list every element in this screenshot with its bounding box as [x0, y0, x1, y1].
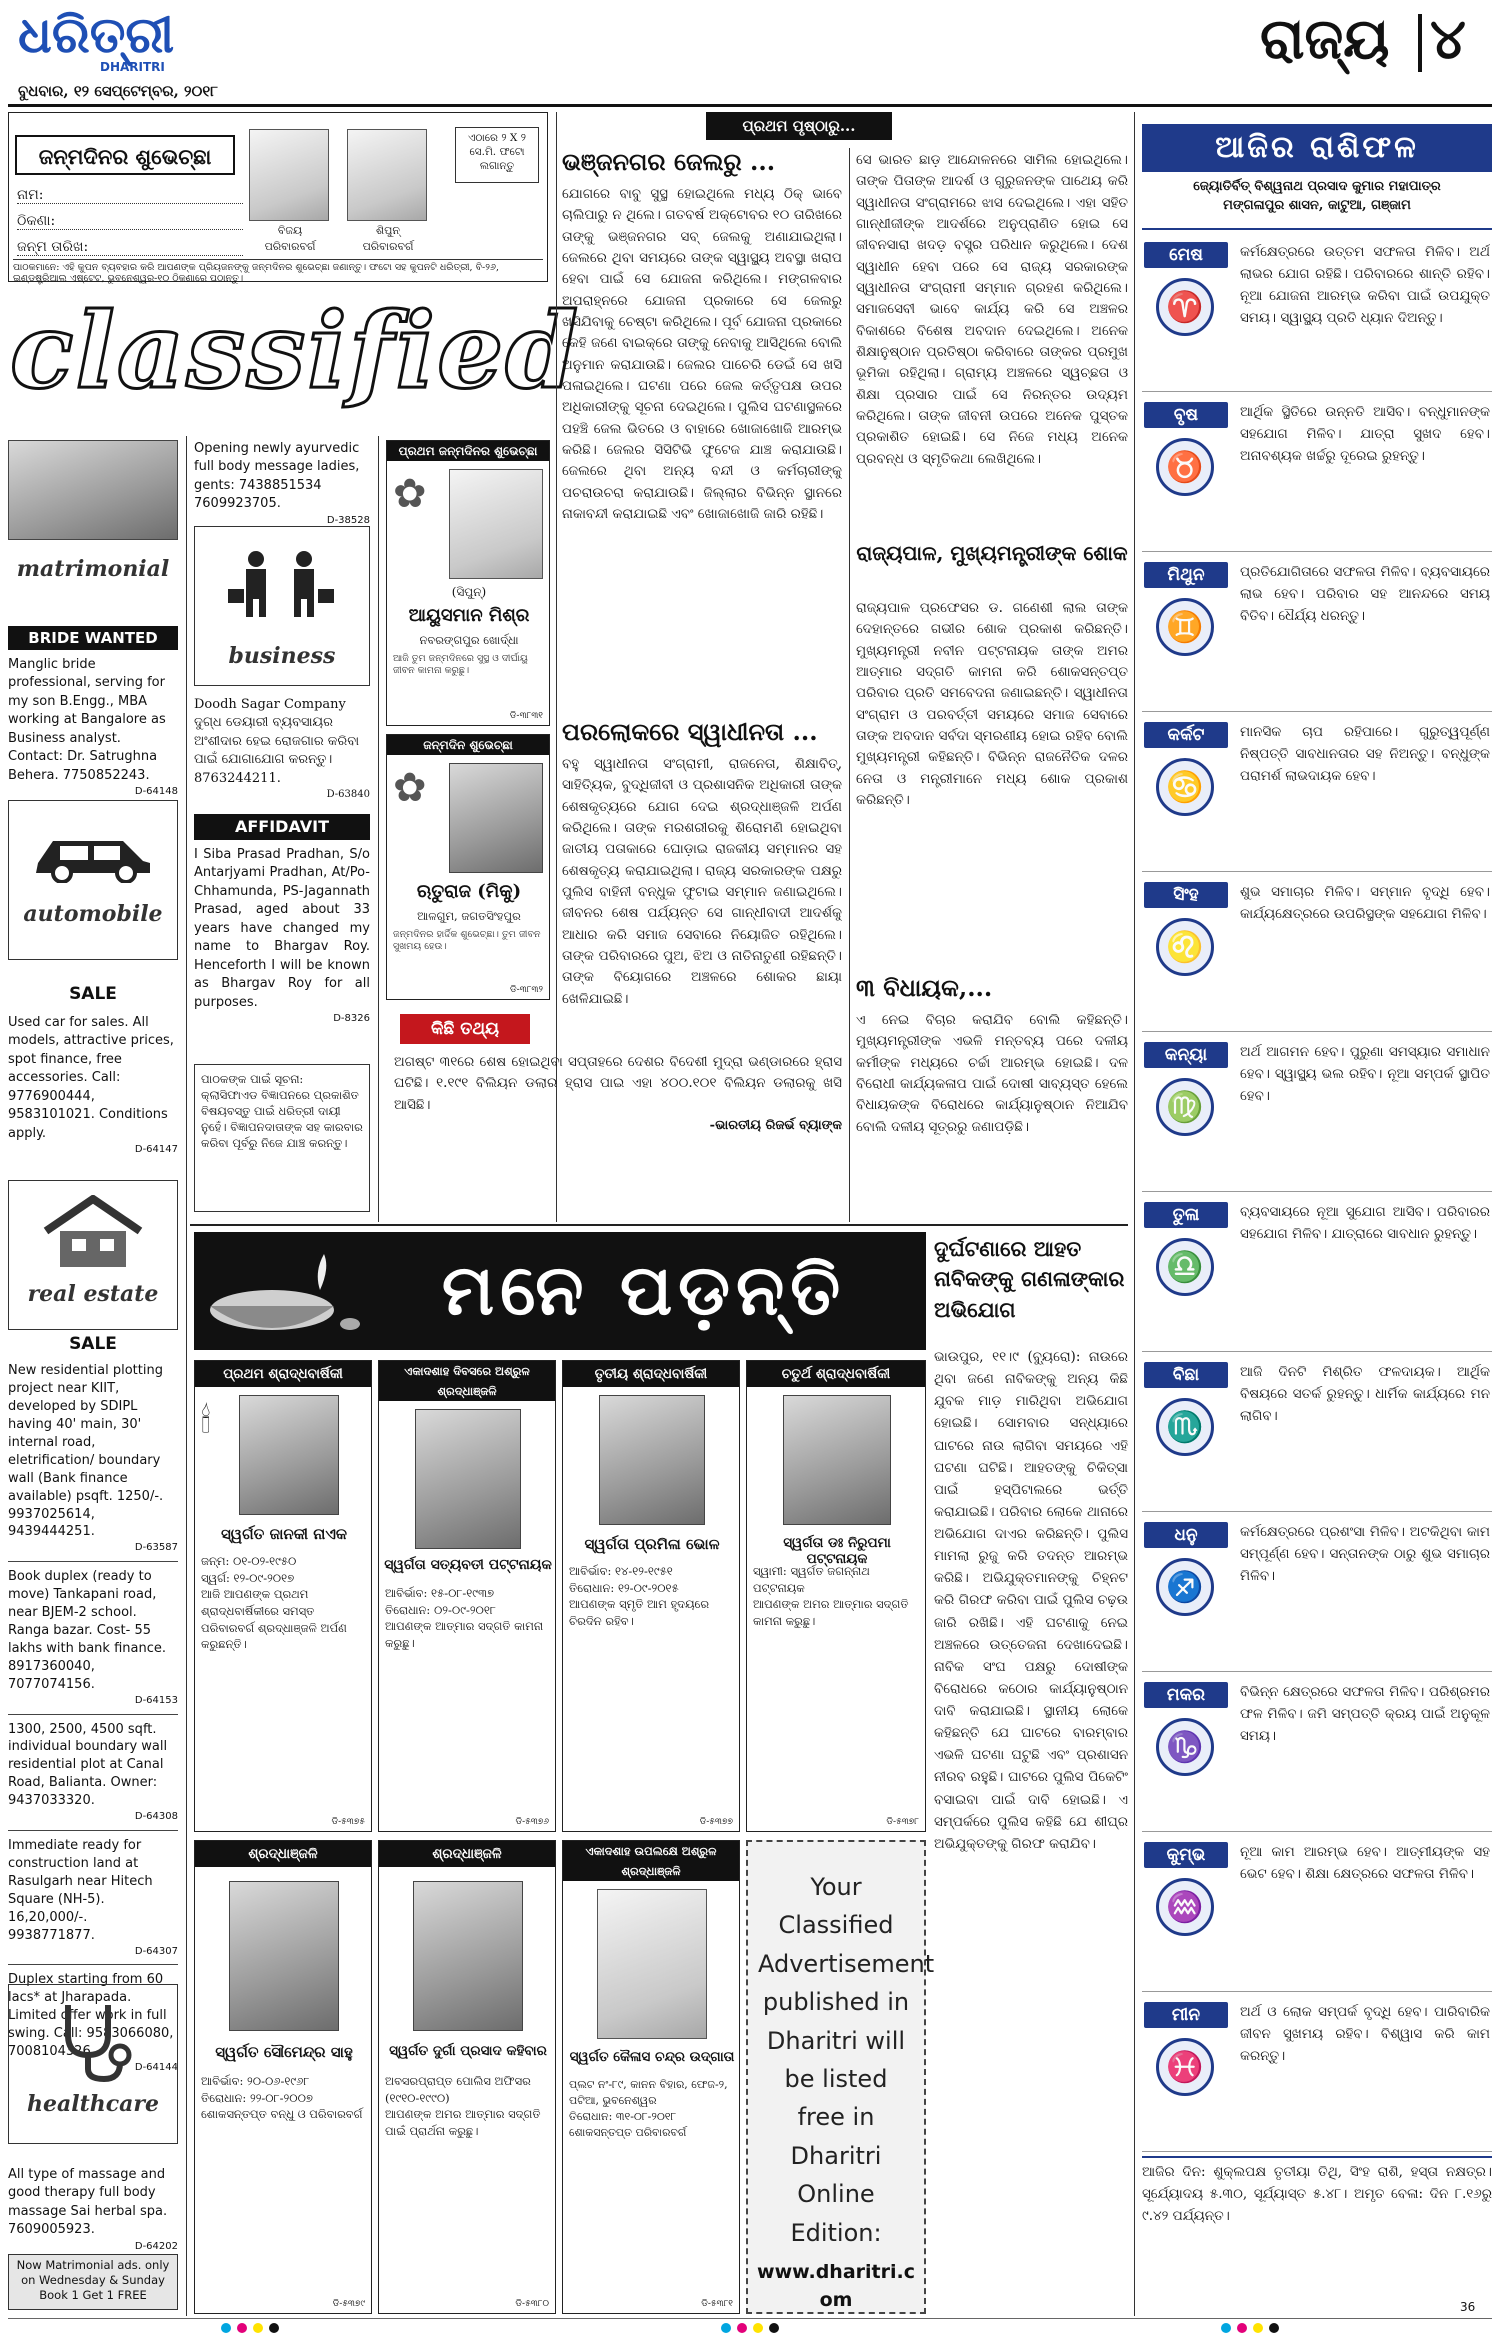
memorial6-title: ଶ୍ରଦ୍ଧାଞ୍ଜଳି — [379, 1841, 555, 1867]
zodiac-entry — [1142, 1516, 1492, 1672]
healthcare-code: D-64202 — [134, 2240, 178, 2252]
libra-icon: ♎ — [1156, 1238, 1214, 1296]
affidavit-text: I Siba Prasad Pradhan, S/o Antarjyami Pradhan, At/Po-Chhamunda, PS-Jagannath Prasad, aged about 33 years have changed my name to Bhargav Roy. Henceforth I will be known as Bhargav Roy for all purposes. D-8326 — [194, 846, 370, 1026]
memorial1-name: ସ୍ୱର୍ଗତ ଜାନକୀ ନାଏକ — [221, 1525, 347, 1543]
zodiac-prediction: ନୂଆ କାମ ଆରମ୍ଭ ହେବ। ଆତ୍ମୀୟଙ୍କ ସହ ଭେଟ ହେବ। ଶିକ୍ଷା କ୍ଷେତ୍ରରେ ସଫଳତା ମିଳିବ। — [1240, 1844, 1490, 1882]
coupon-field-address: ଠିକଣା: — [17, 213, 243, 230]
memorial4-photo — [783, 1395, 891, 1525]
photo-placeholder: ଏଠାରେ ୨ X ୨ ସେ.ମି. ଫଟୋ ଲଗାନ୍ତୁ — [455, 127, 539, 183]
memorial3-details: ଆବିର୍ଭାବ: ୧୪-୧୨-୧୯୫୧ ତିରୋଧାନ: ୧୨-୦୯-୨୦୧୫ ଆପଣଙ୍କ ସ୍ମୃତି ଆମ ହୃଦୟରେ ଚିରଦିନ ରହିବ। — [569, 1564, 710, 1629]
zodiac-prediction: ଅର୍ଥ ଆଗମନ ହେବ। ପୁରୁଣା ସମସ୍ୟାର ସମାଧାନ ହେବ। ସ୍ୱାସ୍ଥ୍ୟ ଭଲ ରହିବ। ନୂଆ ସମ୍ପର୍କ ସ୍ଥାପିତ ହେବ। — [1240, 1044, 1490, 1104]
virgo-icon: ♍ — [1156, 1078, 1214, 1136]
business-label: business — [228, 643, 336, 669]
memorial4-details: ସ୍ୱାମୀ: ସ୍ୱର୍ଗତ ଜଗନ୍ନାଥ ପଟ୍ଟନାୟକ ଆପଣଙ୍କ ଅମର ଆତ୍ମାର ସଦ୍‌ଗତି କାମନା କରୁଛୁ। — [753, 1564, 909, 1629]
cmyk-mark — [1218, 2318, 1282, 2334]
memorial-card-7 — [562, 1840, 740, 2314]
zodiac-entry — [1142, 1836, 1492, 1992]
cmyk-mark — [218, 2318, 282, 2334]
flower-icon: ✿ — [393, 765, 427, 811]
zodiac-prediction: କର୍ମକ୍ଷେତ୍ରରେ ଉତ୍ତମ ସଫଳତା ମିଳିବ। ଅର୍ଥ ଲାଭର ଯୋଗ ରହିଛି। ପରିବାରରେ ଶାନ୍ତି ରହିବ। ନୂଆ ଯୋଜନା ଆରମ୍ଭ କରିବା ପାଇଁ ଉପଯୁକ୍ତ ସମୟ। ସ୍ୱାସ୍ଥ୍ୟ ପ୍ରତି ଧ୍ୟାନ ଦିଅନ୍ତୁ। — [1240, 244, 1490, 326]
online-ad-box — [746, 1840, 935, 2314]
gemini-icon: ♊ — [1156, 598, 1214, 656]
story4-head: ୩ ବିଧାୟକ,... — [856, 973, 993, 1002]
aquarius-icon: ♒ — [1156, 1878, 1214, 1936]
memorial-card-6 — [378, 1840, 556, 2314]
memorial7-title: ଏକାଦଶାହ ଉପଲକ୍ଷେ ଅଶ୍ରୁଳ ଶ୍ରଦ୍ଧାଞ୍ଜଳି — [563, 1841, 739, 1881]
memorial2-name: ସ୍ୱର୍ଗତା ସତ୍ୟବତୀ ପଟ୍ଟନାୟକ — [384, 1557, 552, 1573]
col2-divider — [378, 436, 379, 1222]
logo — [18, 6, 318, 68]
logo-text: ଧରିତ୍ରୀ — [18, 5, 175, 64]
zodiac-prediction: କର୍ମକ୍ଷେତ୍ରରେ ପ୍ରଶଂସା ମିଳିବ। ଅଟକିଥିବା କାମ ସମ୍ପୂର୍ଣ୍ଣ ହେବ। ସନ୍ତାନଙ୍କ ଠାରୁ ଶୁଭ ସମାଚାର ମିଳିବ। — [1240, 1524, 1490, 1584]
memorial-card-1 — [194, 1360, 372, 1832]
zodiac-sign-name: କନ୍ୟା — [1144, 1042, 1228, 1068]
memorial6-photo — [413, 1881, 523, 2031]
matrimonial-image — [8, 440, 178, 540]
list-item: Book duplex (ready to move) Tankapani road, near BJEM-2 school. Ranga bazar. Cost- 55 lakhs with bank finance. 8917360040, 7077074156. D-64153 — [8, 1568, 178, 1714]
zodiac-entry — [1142, 1676, 1492, 1832]
candle-icon: 🕯 — [201, 1401, 211, 1441]
taurus-icon: ♉ — [1156, 438, 1214, 496]
wish2-name: ଋତୁରାଜ (ମିକୁ) — [416, 881, 522, 902]
left-col-divider — [186, 436, 187, 2316]
memorial3-photo — [599, 1395, 705, 1525]
wish1-title: ପ୍ରଥମ ଜନ୍ମଦିନର ଶୁଭେଚ୍ଛା — [387, 441, 549, 461]
front-page-ref: ପ୍ରଥମ ପୃଷ୍ଠାରୁ... — [706, 112, 892, 140]
sale-head: SALE — [69, 984, 117, 1004]
news-mid-divider — [849, 148, 850, 1222]
story2-head: ପରଲୋକରେ ସ୍ୱାଧୀନତା ... — [562, 717, 818, 746]
horoscope-title: ଆଜିର ରାଶିଫଳ — [1142, 124, 1492, 172]
horoscope-rule — [1142, 228, 1492, 230]
business-ad: Doodh Sagar Company ଦୁଗ୍ଧ ଡେୟାରୀ ବ୍ୟବସାୟର ଅଂଶୀଦାର ହେଇ ରୋଜଗାର କରିବା ପାଇଁ ଯୋଗାଯୋଗ କରନ୍ତୁ। 8763244211. D-63840 — [194, 696, 370, 802]
zodiac-sign-name: ଧନୁ — [1144, 1522, 1228, 1548]
sale-text: Used car for sales. All models, attractive prices, spot finance, free accessories. Call: 9776900444, 9583101021. Conditions apply. D-64147 — [8, 1014, 178, 1157]
memorial6-details: ଅବସରପ୍ରାପ୍ତ ପୋଲିସ ଅଫିସର (୧୯୧୦-୧୯୯୦) ଆପଣଙ୍କ ଅମର ଆତ୍ମାର ସଦ୍‌ଗତି ପାଇଁ ପ୍ରାର୍ଥନା କରୁଛୁ। — [385, 2074, 541, 2139]
zodiac-sign-name: କୁମ୍ଭ — [1144, 1842, 1228, 1868]
zodiac-entry — [1142, 1036, 1492, 1192]
zodiac-prediction: ଶୁଭ ସମାଚାର ମିଳିବ। ସମ୍ମାନ ବୃଦ୍ଧି ହେବ। କାର୍ଯ୍ୟକ୍ଷେତ୍ରରେ ଉପରିସ୍ଥଙ୍କ ସହଯୋଗ ମିଳିବ। — [1240, 884, 1490, 922]
registration-marks — [0, 2320, 1500, 2334]
memorial3-title: ତୃତୀୟ ଶ୍ରାଦ୍ଧବାର୍ଷିକୀ — [563, 1361, 739, 1387]
scorpio-icon: ♏ — [1156, 1398, 1214, 1456]
zodiac-prediction: ବ୍ୟବସାୟରେ ନୂଆ ସୁଯୋଗ ଆସିବ। ପରିବାରର ସହଯୋଗ ମିଳିବ। ଯାତ୍ରାରେ ସାବଧାନ ରୁହନ୍ତୁ। — [1240, 1204, 1490, 1242]
memorial5-photo — [229, 1881, 339, 2031]
cancer-icon: ♋ — [1156, 758, 1214, 816]
bride-wanted-head: BRIDE WANTED — [8, 626, 178, 650]
zodiac-entry — [1142, 876, 1492, 1032]
wish-card-1 — [386, 440, 550, 726]
birthday-coupon — [8, 112, 548, 285]
wish1-place: ନବରଙ୍ଗପୁର ଖୋର୍ଦ୍ଧା — [419, 633, 519, 647]
wish1-name: ଆୟୁସମାନ ମିଶ୍ର — [408, 605, 530, 626]
healthcare-label: healthcare — [27, 2091, 159, 2117]
story2-body: ବହୁ ସ୍ୱାଧୀନତା ସଂଗ୍ରାମୀ, ରାଜନେତା, ଶିକ୍ଷାବିତ୍‌, ସାହିତ୍ୟିକ, ବୁଦ୍ଧିଜୀବୀ ଓ ପ୍ରଶାସନିକ ଅଧିକାରୀ ତାଙ୍କ ଶେଷକୃତ୍ୟରେ ଯୋଗ ଦେଇ ଶ୍ରଦ୍ଧାଞ୍ଜଳି ଅର୍ପଣ କରିଥିଲେ। ତାଙ୍କ ମରଶରୀରକୁ ଶିରୋମଣି ହୋଇଥିବା ଜାତୀୟ ପତାକାରେ ଘୋଡ଼ାଇ ରାଜକୀୟ ସମ୍ମାନର ସହ ଶେଷକୃତ୍ୟ କରାଯାଇଥିଲା। ରାଜ୍ୟ ସରକାରଙ୍କ ପକ୍ଷରୁ ପୁଲିସ ବାହିନୀ ବନ୍ଧୁକ ଫୁଟାଇ ସମ୍ମାନ ଜଣାଇଥିଲେ। ଜୀବନର ଶେଷ ପର୍ଯ୍ୟନ୍ତ ସେ ଗାନ୍ଧୀବାଦୀ ଆଦର୍ଶକୁ ଆଧାର କରି ସମାଜ ସେବାରେ ନିୟୋଜିତ ରହିଥିଲେ। ତାଙ୍କ ପରିବାରରେ ପୁଅ, ଝିଅ ଓ ନାତିନାତୁଣୀ ରହିଛନ୍ତି। ତାଙ୍କ ବିୟୋଗରେ ଅଞ୍ଚଳରେ ଶୋକର ଛାୟା ଖେଳିଯାଇଛି। — [562, 756, 842, 1007]
wish2-title: ଜନ୍ମଦିନ ଶୁଭେଚ୍ଛା — [387, 735, 549, 755]
list-item: 1300, 2500, 4500 sqft. individual boundary wall residential plot at Canal Road, Balianta. Owner: 9437033320. D-64308 — [8, 1721, 178, 1831]
sale-code: D-64147 — [134, 1144, 178, 1156]
memorial-banner-title: ମନେ ପଡ଼ନ୍ତି — [441, 1248, 847, 1331]
memorial4-name: ସ୍ୱର୍ଗତା ଡଃ ନିରୁପମା ପଟ୍ଟନାୟକ — [783, 1535, 891, 1567]
realestate-ads — [8, 1362, 178, 2075]
reader-notice: ପାଠକଙ୍କ ପାଇଁ ସୂଚନା: କ୍ଲାସିଫାଏଡ ବିଜ୍ଞାପନରେ ପ୍ରକାଶିତ ବିଷୟବସ୍ତୁ ପାଇଁ ଧରିତ୍ରୀ ଦାୟୀ ନୁହେଁ। ବିଜ୍ଞାପନଦାତାଙ୍କ ସହ କାରବାର କରିବା ପୂର୍ବରୁ ନିଜେ ଯାଞ୍ଚ କରନ୍ତୁ। — [194, 1064, 370, 1212]
boat-story-body: ଭାଉପୁର, ୧୧।୯ (ବ୍ୟୁରୋ): ନାଉରେ ଥିବା ଜଣେ ନାବିକଙ୍କୁ ଅନ୍ୟ କିଛି ଯୁବକ ମାଡ଼ ମାରିଥିବା ଅଭିଯୋଗ ହୋଇଛି। ସୋମବାର ସନ୍ଧ୍ୟାରେ ଘାଟରେ ନାଉ ଲାଗିବା ସମୟରେ ଏହି ଘଟଣା ଘଟିଛି। ଆହତଙ୍କୁ ଚିକିତ୍ସା ପାଇଁ ହସ୍ପିଟାଲରେ ଭର୍ତ୍ତି କରାଯାଇଛି। ପରିବାର ଲୋକେ ଥାନାରେ ଅଭିଯୋଗ ଦାଏର କରିଛନ୍ତି। ପୁଲିସ ମାମଲା ରୁଜୁ କରି ତଦନ୍ତ ଆରମ୍ଭ କରିଛି। ଅଭିଯୁକ୍ତମାନଙ୍କୁ ଚିହ୍ନଟ କରି ଗିରଫ କରିବା ପାଇଁ ପୁଲିସ ଚଢ଼ଉ ଜାରି ରଖିଛି। ଏହି ଘଟଣାକୁ ନେଇ ଅଞ୍ଚଳରେ ଉତ୍ତେଜନା ଦେଖାଦେଇଛି। ନାବିକ ସଂଘ ପକ୍ଷରୁ ଦୋଷୀଙ୍କ ବିରୋଧରେ କଠୋର କାର୍ଯ୍ୟାନୁଷ୍ଠାନ ଦାବି କରାଯାଇଛି। ସ୍ଥାନୀୟ ଲୋକେ କହିଛନ୍ତି ଯେ ଘାଟରେ ବାରମ୍ବାର ଏଭଳି ଘଟଣା ଘଟୁଛି ଏବଂ ପ୍ରଶାସନ ନୀରବ ରହୁଛି। ଘାଟରେ ପୁଲିସ ପିକେଟିଂ ବସାଇବା ପାଇଁ ଦାବି ହୋଇଛି। ଏ ସମ୍ପର୍କରେ ପୁଲିସ କହିଛି ଯେ ଶୀଘ୍ର ଅଭିଯୁକ୍ତଙ୍କୁ ଗିରଫ କରାଯିବ। — [934, 1349, 1128, 1852]
birthday-photo-2-caption: ଶିପୁନ୍ ପରିବାରବର୍ଗ — [362, 224, 414, 253]
business-code: D-63840 — [326, 789, 370, 801]
masthead-rule — [8, 104, 1492, 107]
birthday-photo-2 — [347, 129, 427, 221]
memorial1-photo — [239, 1395, 339, 1515]
matrimonial-label: matrimonial — [16, 556, 170, 582]
online-ad-text: Your Classified Advertisement published in Dharitri will be listed free in Dharitri Online Edition: — [758, 1873, 935, 2247]
birthday-photo-1-caption: ବିଜୟ ପରିବାରବର୍ଗ — [264, 224, 316, 253]
zodiac-entry — [1142, 716, 1492, 872]
memorial5-title: ଶ୍ରଦ୍ଧାଞ୍ଜଳି — [195, 1841, 371, 1867]
bride-wanted-text: Manglic bride professional, serving for my son B.Engg., MBA working at Bangalore as Business analyst. Contact: Dr. Satrughna Behera. 7750852243. D-64148 — [8, 656, 178, 799]
zodiac-sign-name: କର୍କଟ — [1144, 722, 1228, 748]
memorial4-code: ଡି-୫୩୭୮ — [886, 1817, 919, 1827]
memorial-card-5 — [194, 1840, 372, 2314]
masthead-date: ବୁଧବାର, ୧୨ ସେପ୍ଟେମ୍ବର, ୨୦୧୮ — [18, 82, 219, 100]
wish-card-2 — [386, 734, 550, 1000]
wish1-caption: (ସିପୁନ୍) — [451, 585, 487, 599]
zodiac-sign-name: ମିଥୁନ — [1144, 562, 1228, 588]
zodiac-sign-name: ବିଛା — [1144, 1362, 1228, 1388]
list-item: New residential plotting project near KIIT, developed by SDIPL having 40' main, 30' internal road, eletrification/ boundary wall (Bank finance available) psqft. 1250/-. 9937025614, 9439444251. D-63587 — [8, 1362, 178, 1562]
zodiac-prediction: ପ୍ରତିଯୋଗିତାରେ ସଫଳତା ମିଳିବ। ବ୍ୟବସାୟରେ ଲାଭ ହେବ। ପରିବାର ସହ ଆନନ୍ଦରେ ସମୟ ବିତିବ। ଧୈର୍ଯ୍ୟ ଧରନ୍ତୁ। — [1240, 564, 1490, 624]
zodiac-entry — [1142, 1196, 1492, 1352]
memorial6-code: ଡି-୫୩୮୦ — [515, 2299, 549, 2309]
zodiac-prediction: ଆଜି ଦିନଟି ମିଶ୍ରିତ ଫଳଦାୟକ। ଆର୍ଥିକ ବିଷୟରେ ସତର୍କ ରୁହନ୍ତୁ। ଧାର୍ମିକ କାର୍ଯ୍ୟରେ ମନ ଲାଗିବ। — [1240, 1364, 1490, 1424]
leo-icon: ♌ — [1156, 918, 1214, 976]
diya-lamp-icon — [202, 1250, 362, 1340]
memorial-card-3 — [562, 1360, 740, 1832]
online-ad-url[interactable]: www.dharitri.com — [757, 2260, 915, 2312]
wish2-code: ଡି-୩୮୩୨ — [509, 985, 543, 995]
classified-title: classified — [10, 289, 580, 412]
ayurvedic-ad: Opening newly ayurvedic full body message ladies, gents: 7438851534 7609923705. D-38528 — [194, 440, 370, 528]
memorial7-code: ଡି-୫୩୮୧ — [701, 2299, 733, 2309]
coupon-field-name: ନାମ: — [17, 187, 243, 204]
zodiac-prediction: ଅର୍ଥ ଓ ଲୋକ ସମ୍ପର୍କ ବୃଦ୍ଧି ହେବ। ପାରିବାରିକ ଜୀବନ ସୁଖମୟ ରହିବ। ବିଶ୍ୱାସ କରି କାମ କରନ୍ତୁ। — [1240, 2004, 1490, 2064]
list-item: Duplex starting from 60 lacs* at Jharapada. Limited offer work in full swing. Call: 9583066080, 7008104326. D-64144 — [8, 1972, 178, 2074]
wish2-photo — [449, 763, 543, 873]
story1-continued: ସେ ଭାରତ ଛାଡ଼ ଆନ୍ଦୋଳନରେ ସାମିଲ ହୋଇଥିଲେ। ତାଙ୍କ ପିତାଙ୍କ ଆଦର୍ଶ ଓ ଗୁରୁଜନଙ୍କ ପାଥେୟ କରି ସ୍ୱାଧୀନତା ସଂଗ୍ରାମରେ ଝାସ ଦେଇଥିଲେ। ଏହା ସହିତ ଗାନ୍ଧୀଜୀଙ୍କ ଆଦର୍ଶରେ ଅନୁପ୍ରାଣିତ ହୋଇ ସେ ଜୀବନସାରା ଖଦଡ଼ ବସ୍ତ୍ର ପରିଧାନ କରୁଥିଲେ। ଦେଶ ସ୍ୱାଧୀନ ହେବା ପରେ ସେ ରାଜ୍ୟ ସରକାରଙ୍କ ସ୍ୱାଧୀନତା ସଂଗ୍ରାମୀ ସମ୍ମାନ ଗ୍ରହଣ କରିଥିଲେ। ସମାଜସେବୀ ଭାବେ କାର୍ଯ୍ୟ କରି ସେ ଅଞ୍ଚଳର ବିକାଶରେ ବିଶେଷ ଅବଦାନ ଦେଇଥିଲେ। ଅନେକ ଶିକ୍ଷାନୁଷ୍ଠାନ ପ୍ରତିଷ୍ଠା କରିବାରେ ତାଙ୍କର ପ୍ରମୁଖ ଭୂମିକା ରହିଥିଲା। ଗ୍ରାମ୍ୟ ଅଞ୍ଚଳରେ ସ୍ୱଚ୍ଛତା ଓ ଶିକ୍ଷା ପ୍ରସାର ପାଇଁ ସେ ନିରନ୍ତର ଉଦ୍ୟମ କରିଥିଲେ। ତାଙ୍କ ଜୀବନୀ ଉପରେ ଅନେକ ପୁସ୍ତକ ପ୍ରକାଶିତ ହୋଇଛି। ସେ ନିଜେ ମଧ୍ୟ ଅନେକ ପ୍ରବନ୍ଧ ଓ ସ୍ମୃତିକଥା ଲେଖିଥିଲେ। — [856, 152, 1128, 467]
memorial1-title: ପ୍ରଥମ ଶ୍ରାଦ୍ଧବାର୍ଷିକୀ — [195, 1361, 371, 1387]
story4-body: ଏ ନେଇ ବିଚାର କରାଯିବ ବୋଲି କହିଛନ୍ତି। ମୁଖ୍ୟମନ୍ତ୍ରୀଙ୍କ ଏଭଳି ମନ୍ତବ୍ୟ ପରେ ଦଳୀୟ କର୍ମୀଙ୍କ ମଧ୍ୟରେ ଚର୍ଚ୍ଚା ଆରମ୍ଭ ହୋଇଛି। ଦଳ ବିରୋଧୀ କାର୍ଯ୍ୟକଳାପ ପାଇଁ ଦୋଷୀ ସାବ୍ୟସ୍ତ ହେଲେ ବିଧାୟକଙ୍କ ବିରୋଧରେ କାର୍ଯ୍ୟାନୁଷ୍ଠାନ ନିଆଯିବ ବୋଲି ଦଳୀୟ ସୂତ୍ରରୁ ଜଣାପଡ଼ିଛି। — [856, 1012, 1128, 1135]
zodiac-prediction: ବିଭିନ୍ନ କ୍ଷେତ୍ରରେ ସଫଳତା ମିଳିବ। ପରିଶ୍ରମର ଫଳ ମିଳିବ। ଜମି ସମ୍ପତ୍ତି କ୍ରୟ ପାଇଁ ଅନୁକୂଳ ସମୟ। — [1240, 1684, 1490, 1744]
memorial3-code: ଡି-୫୩୭୭ — [699, 1817, 733, 1827]
wish1-code: ଡି-୩୮୩୧ — [509, 711, 543, 721]
zodiac-prediction: ମାନସିକ ଚାପ ରହିପାରେ। ଗୁରୁତ୍ୱପୂର୍ଣ୍ଣ ନିଷ୍ପତ୍ତି ସାବଧାନତାର ସହ ନିଅନ୍ତୁ। ବନ୍ଧୁଙ୍କ ପରାମର୍ଶ ଲାଭଦାୟକ ହେବ। — [1240, 724, 1490, 784]
zodiac-sign-name: ବୃଷ — [1144, 402, 1228, 428]
zodiac-sign-name: ମକର — [1144, 1682, 1228, 1708]
pisces-icon: ♓ — [1156, 2038, 1214, 2096]
memorial4-title: ଚତୁର୍ଥ ଶ୍ରାଦ୍ଧବାର୍ଷିକୀ — [747, 1361, 925, 1387]
healthcare-text: All type of massage and good therapy full body massage Sai herbal spa. 7609005923. D-64202 — [8, 2166, 178, 2254]
zodiac-entry — [1142, 236, 1492, 392]
trivia-text: ଅଗଷ୍ଟ ୩୧ରେ ଶେଷ ହୋଇଥିବା ସପ୍ତାହରେ ଦେଶର ବିଦେଶୀ ମୁଦ୍ରା ଭଣ୍ଡାରରେ ହ୍ରାସ ଘଟିଛି। ୧.୧୯୧ ବିଲିୟନ ଡଲାର ହ୍ରାସ ପାଇ ଏହା ୪୦୦.୧୦୧ ବିଲିୟନ ଡଲାରକୁ ଖସି ଆସିଛି। -ଭାରତୀୟ ରିଜର୍ଭ ବ୍ୟାଙ୍କ — [394, 1052, 842, 1137]
memorial1-details: ଜନ୍ମ: ୦୧-୦୨-୧୯୫୦ ସ୍ୱର୍ଗ: ୧୨-୦୯-୨୦୧୭ ଆଜି ଆପଣଙ୍କ ପ୍ରଥମ ଶ୍ରାଦ୍ଧବାର୍ଷିକୀରେ ସମସ୍ତ ପରିବାରବର୍ଗ ଶ୍ରଦ୍ଧାଞ୍ଜଳି ଅର୍ପଣ କରୁଛନ୍ତି। — [201, 1554, 347, 1652]
story1-body: ଯୋଗରେ ବାବୁ ସୁସ୍ଥ ହୋଇଥିଲେ ମଧ୍ୟ ଠିକ୍ ଭାବେ ଚାଲିପାରୁ ନ ଥିଲେ। ଗତବର୍ଷ ଅକ୍ଟୋବର ୧୦ ତାରିଖରେ ତାଙ୍କୁ ଭଞ୍ଜନଗର ସବ୍‌ ଜେଲକୁ ଅଣାଯାଇଥିଲା। ଜେଲରେ ଥିବା ସମୟରେ ତାଙ୍କ ସ୍ୱାସ୍ଥ୍ୟ ଅବସ୍ଥା ଖରାପ ହେବା ପାଇଁ ସେ ଯୋଜନା କରିଥିଲେ। ମଙ୍ଗଳବାର ଅପରାହ୍ନରେ ଯୋଜନା ପ୍ରକାରେ ସେ ଜେଲରୁ ଖସିଯିବାକୁ ଚେଷ୍ଟା କରିଥିଲେ। ପୂର୍ବ ଯୋଜନା ପ୍ରକାରେ କେହି ଜଣେ ବାଇକ୍‌ରେ ତାଙ୍କୁ ନେବାକୁ ଆସିଥିଲେ ବୋଲି ଅନୁମାନ କରାଯାଉଛି। ଜେଲର ପାଚେରି ଡେଇଁ ସେ ଖସି ପଳାଇଥିଲେ। ଘଟଣା ପରେ ଜେଲ କର୍ତ୍ତୃପକ୍ଷ ଉପର ଅଧିକାରୀଙ୍କୁ ସୂଚନା ଦେଇଥିଲେ। ପୁଲିସ ଘଟଣାସ୍ଥଳରେ ପହଞ୍ଚି ଜେଲ ଭିତରେ ଓ ବାହାରେ ଖୋଜାଖୋଜି ଆରମ୍ଭ କରିଛି। ଜେଲର ସିସିଟିଭି ଫୁଟେଜ ଯାଞ୍ଚ କରାଯାଉଛି। ଜେଲରେ ଥିବା ଅନ୍ୟ ବନ୍ଦୀ ଓ କର୍ମଚାରୀଙ୍କୁ ପଚରାଉଚରା କରାଯାଉଛି। ଜିଲ୍ଲାର ବିଭିନ୍ନ ସ୍ଥାନରେ ନାକାବନ୍ଦୀ କରାଯାଇଛି ଏବଂ ଖୋଜାଖୋଜି ଜାରି ରହିଛି। — [562, 186, 842, 522]
boat-story-head: ଦୁର୍ଘଟଣାରେ ଆହତ ନାବିକଙ୍କୁ ଗଣଳାଙ୍କାର ଅଭିଯୋଗ — [934, 1236, 1125, 1322]
zodiac-entry — [1142, 556, 1492, 712]
wish1-note: ଆଜି ତୁମ ଜନ୍ମଦିନରେ ସୁସ୍ଥ ଓ ଦୀର୍ଘାୟୁ ଜୀବନ କାମନା କରୁଛୁ। — [393, 653, 528, 677]
memorial1-code: ଡି-୫୩୭୫ — [331, 1817, 365, 1827]
trivia-source: -ଭାରତୀୟ ରିଜର୍ଭ ବ୍ୟାଙ୍କ — [709, 1117, 842, 1133]
car-icon — [28, 823, 158, 883]
realestate-box — [8, 1180, 178, 1330]
coupon-footer-note: ପାଠକମାନେ: ଏହି କୁପନ ବ୍ୟବହାର କରି ଆପଣଙ୍କ ପ୍ରିୟଜନଙ୍କୁ ଜନ୍ମଦିନର ଶୁଭେଚ୍ଛା ଜଣାନ୍ତୁ। ଫଟୋ ସହ କୁପନଟି ଧରିତ୍ରୀ, ବି-୨୬, ଇଣ୍ଡଷ୍ଟ୍ରିଆଲ ଏଷ୍ଟେଟ, ଭୁବନେଶ୍ୱର-୧୦ ଠିକଣାରେ ପଠାନ୍ତୁ। — [13, 259, 543, 285]
horoscope-divider — [1134, 112, 1135, 2316]
zodiac-entry — [1142, 1996, 1492, 2152]
memorial7-details: ପ୍ଲଟ ନଂ-୮୯, କାନନ ବିହାର, ଫେଜ-୨, ପଟିଆ, ଭୁବନେଶ୍ୱର ତିରୋଧାନ: ୩୧-୦୮-୨୦୧୮ ଶୋକସନ୍ତପ୍ତ ପରିବାରବର୍ଗ — [569, 2078, 728, 2139]
stethoscope-icon — [48, 1999, 138, 2083]
zodiac-prediction: ଆର୍ଥିକ ସ୍ଥିତିରେ ଉନ୍ନତି ଆସିବ। ବନ୍ଧୁମାନଙ୍କ ସହଯୋଗ ମିଳିବ। ଯାତ୍ରା ସୁଖଦ ହେବ। ଅନାବଶ୍ୟକ ଖର୍ଚ୍ଚରୁ ଦୂରେଇ ରୁହନ୍ତୁ। — [1240, 404, 1490, 464]
list-item: Immediate ready for construction land at Rasulgarh near Hitech Square (NH-5). 16,20,000/-. 9938771877. D-64307 — [8, 1837, 178, 1965]
astrologer: ଜ୍ୟୋତିର୍ବିତ୍ ବିଶ୍ୱନାଥ ପ୍ରସାଦ କୁମାର ମହାପାତ୍ର ମଙ୍ଗଳାପୁର ଶାସନ, କାଟୁଆ, ଗଞ୍ଜାମ — [1193, 179, 1441, 213]
zodiac-sign-name: ସିଂହ — [1144, 882, 1228, 908]
business-people-icon — [222, 549, 342, 619]
story3-body: ରାଜ୍ୟପାଳ ପ୍ରଫେସର ଡ. ଗଣେଶୀ ଲାଲ ତାଙ୍କ ଦେହାନ୍ତରେ ଗଭୀର ଶୋକ ପ୍ରକାଶ କରିଛନ୍ତି। ମୁଖ୍ୟମନ୍ତ୍ରୀ ନବୀନ ପଟ୍ଟନାୟକ ତାଙ୍କ ଅମର ଆତ୍ମାର ସଦ୍‌ଗତି କାମନା କରି ଶୋକସନ୍ତପ୍ତ ପରିବାର ପ୍ରତି ସମବେଦନା ଜଣାଇଛନ୍ତି। ସ୍ୱାଧୀନତା ସଂଗ୍ରାମ ଓ ପରବର୍ତ୍ତୀ ସମୟରେ ସମାଜ ସେବାରେ ତାଙ୍କ ଅବଦାନ ସର୍ବଦା ସ୍ମରଣୀୟ ହୋଇ ରହିବ ବୋଲି ମୁଖ୍ୟମନ୍ତ୍ରୀ କହିଛନ୍ତି। ବିଭିନ୍ନ ରାଜନୈତିକ ଦଳର ନେତା ଓ ମନ୍ତ୍ରୀମାନେ ମଧ୍ୟ ଶୋକ ପ୍ରକାଶ କରିଛନ୍ତି। — [856, 600, 1128, 808]
bride-wanted-code: D-64148 — [134, 786, 178, 798]
flower-icon: ✿ — [393, 471, 427, 517]
birthday-coupon-title: ଜନ୍ମଦିନର ଶୁଭେଚ୍ଛା — [15, 135, 235, 175]
horoscope-footer: ଆଜିର ଦିନ: ଶୁକ୍ଲପକ୍ଷ ତୃତୀୟା ତିଥି, ସିଂହ ରାଶି, ହସ୍ତା ନକ୍ଷତ୍ର। ସୂର୍ଯ୍ୟୋଦୟ ୫.୩୦, ସୂର୍ଯ୍ୟାସ୍ତ ୫.୪୮। ଅମୃତ ବେଳା: ଦିନ ୮.୧୬ରୁ ୯.୪୨ ପର୍ଯ୍ୟନ୍ତ। — [1142, 2156, 1492, 2306]
birthday-photo-1 — [249, 129, 329, 221]
sagittarius-icon: ♐ — [1156, 1558, 1214, 1616]
memorial7-name: ସ୍ୱର୍ଗତ କୈଳାସ ଚନ୍ଦ୍ର ଉଦ୍ଗାତା — [569, 2049, 735, 2065]
memorial3-name: ସ୍ୱର୍ଗତା ପ୍ରମିଳା ଭୋଳ — [584, 1535, 720, 1553]
zodiac-entry — [1142, 1356, 1492, 1512]
zodiac-entry — [1142, 396, 1492, 552]
memorial-card-4 — [746, 1360, 926, 1832]
memorial-top-rule — [190, 1224, 1128, 1226]
memorial-card-2 — [378, 1360, 556, 1832]
wish2-note: ଜନ୍ମଦିନର ହାର୍ଦ୍ଦିକ ଶୁଭେଚ୍ଛା। ତୁମ ଜୀବନ ସୁଖମୟ ହେଉ। — [393, 929, 541, 953]
story3-head: ରାଜ୍ୟପାଳ, ମୁଖ୍ୟମନ୍ତ୍ରୀଙ୍କ ଶୋକ — [856, 541, 1128, 565]
wish2-place: ଆଳଗୁମ, ଜଗତସିଂହପୁର — [417, 909, 521, 923]
zodiac-sign-name: ମୀନ — [1144, 2002, 1228, 2028]
memorial2-code: ଡି-୫୩୭୬ — [515, 1817, 549, 1827]
memorial5-code: ଡି-୫୩୭୯ — [332, 2299, 365, 2309]
zodiac-sign-name: ତୁଳା — [1144, 1202, 1228, 1228]
aries-icon: ♈ — [1156, 278, 1214, 336]
realestate-label: real estate — [27, 1281, 159, 1307]
memorial-banner — [194, 1232, 926, 1350]
trivia-head: କିଛି ତଥ୍ୟ — [400, 1014, 530, 1044]
healthcare-box — [8, 1984, 178, 2144]
memorial7-photo — [597, 1889, 707, 2039]
page-number: ୪ — [1430, 6, 1466, 72]
matrimonial-offer-note: Now Matrimonial ads. only on Wednesday & Sunday Book 1 Get 1 FREE — [8, 2254, 178, 2310]
cmyk-mark — [718, 2318, 782, 2334]
story1-head: ଭଞ୍ଜନଗର ଜେଲରୁ ... — [562, 147, 776, 176]
business-box — [194, 526, 370, 686]
masthead — [0, 0, 1500, 100]
automobile-box — [8, 800, 178, 960]
zodiac-sign-name: ମେଷ — [1144, 242, 1228, 268]
section-title: ରାଜ୍ୟ — [1260, 6, 1390, 72]
affidavit-code: D-8326 — [333, 1013, 370, 1025]
memorial2-details: ଆବିର୍ଭାବ: ୧୫-୦୮-୧୯୩୭ ତିରୋଧାନ: ୦୨-୦୯-୨୦୧୮ ଆପଣଙ୍କ ଆତ୍ମାର ସଦ୍‌ଗତି କାମନା କରୁଛୁ। — [385, 1586, 544, 1651]
memorial5-name: ସ୍ୱର୍ଗତ ସୌମେନ୍ଦ୍ର ସାହୁ — [215, 2043, 353, 2061]
ayurvedic-code: D-38528 — [326, 514, 370, 526]
sale2-head: SALE — [69, 1334, 117, 1354]
house-icon — [38, 1195, 148, 1269]
logo-sub: DHARITRI — [100, 60, 165, 74]
page-folio: 36 — [1460, 2300, 1476, 2314]
memorial6-name: ସ୍ୱର୍ଗତ ଦୁର୍ଗା ପ୍ରସାଦ କହିବାର — [389, 2043, 547, 2059]
affidavit-head: AFFIDAVIT — [194, 814, 370, 840]
capricorn-icon: ♑ — [1156, 1718, 1214, 1776]
memorial2-photo — [415, 1409, 521, 1549]
section-divider — [1418, 14, 1422, 72]
coupon-field-dob: ଜନ୍ମ ତାରିଖ: — [17, 239, 243, 256]
memorial2-title: ଏକାଦଶାହ ଦିବସରେ ଅଶ୍ରୁଳ ଶ୍ରଦ୍ଧାଞ୍ଜଳି — [379, 1361, 555, 1401]
memorial5-details: ଆବିର୍ଭାବ: ୨୦-୦୬-୧୯୬୮ ତିରୋଧାନ: ୨୨-୦୮-୨୦୦୭ ଶୋକସନ୍ତପ୍ତ ବନ୍ଧୁ ଓ ପରିବାରବର୍ଗ — [201, 2074, 363, 2122]
wish1-photo — [449, 469, 543, 579]
automobile-label: automobile — [23, 901, 163, 927]
